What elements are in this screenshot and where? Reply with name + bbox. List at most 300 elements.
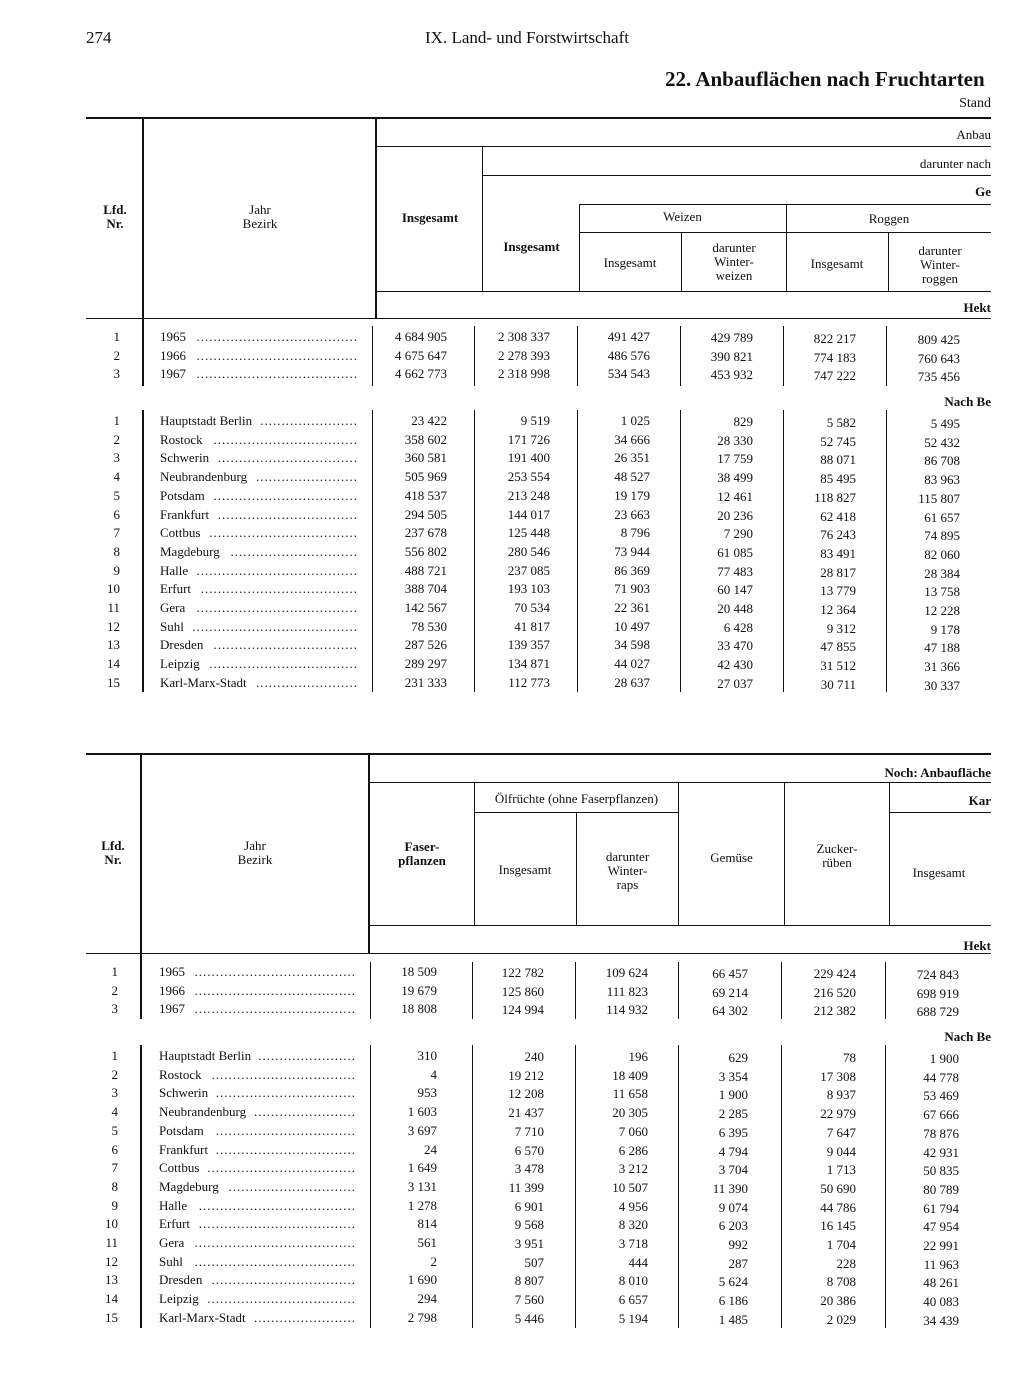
row-number: 1 — [113, 413, 120, 428]
table-cell: 453 932 — [710, 367, 753, 383]
leader-dots: ...................................... — [196, 600, 358, 615]
table-cell: 4 794 — [718, 1143, 748, 1159]
col-g-insgesamt-header: Insgesamt — [503, 239, 560, 254]
section-label: Nach Be — [944, 394, 991, 409]
row-number: 11 — [105, 1235, 118, 1250]
table-cell: 8 010 — [618, 1273, 648, 1289]
table-cell: 23 422 — [411, 413, 447, 428]
table-cell: 724 843 — [916, 967, 959, 982]
table-cell: 52 745 — [820, 433, 856, 449]
leader-dots: ...................................... — [194, 1001, 356, 1017]
row-district: Schwerin — [160, 450, 210, 466]
col-w-insgesamt-header: Insgesamt — [603, 255, 657, 270]
table-cell: 9 312 — [826, 620, 856, 636]
anbau-header: Anbau — [956, 127, 991, 142]
row-district: Cottbus — [159, 1160, 200, 1176]
table-cell: 28 384 — [924, 565, 960, 581]
row-district: Leipzig — [159, 1291, 199, 1307]
table-cell: 289 297 — [404, 656, 447, 672]
row-number: 6 — [111, 1141, 118, 1157]
table-cell: 2 285 — [718, 1106, 748, 1122]
row-district: Erfurt — [160, 581, 192, 597]
table-cell: 11 390 — [712, 1180, 748, 1196]
table-cell: 31 366 — [924, 659, 960, 675]
table-cell: 390 821 — [710, 348, 753, 364]
table-cell: 3 718 — [618, 1236, 648, 1251]
table-cell: 4 675 647 — [395, 347, 447, 363]
table-cell: 287 — [728, 1255, 748, 1271]
table-cell: 47 188 — [924, 640, 960, 656]
table-cell: 9 044 — [826, 1143, 856, 1159]
leader-dots: ................................. — [217, 506, 358, 522]
table-cell: 18 509 — [401, 964, 437, 979]
leader-dots: ................................. — [215, 1141, 356, 1157]
table-cell: 358 602 — [404, 431, 447, 447]
table-cell: 88 071 — [820, 452, 856, 468]
row-year: 1967 — [159, 1001, 185, 1017]
table-cell: 310 — [417, 1048, 437, 1063]
table-cell: 34 666 — [614, 431, 650, 447]
row-number: 2 — [111, 982, 118, 998]
table-cell: 992 — [728, 1237, 748, 1252]
leader-dots: .................................. — [213, 431, 358, 447]
table-cell: 280 546 — [507, 543, 550, 559]
table-cell: 3 951 — [514, 1236, 544, 1251]
table-cell: 78 — [843, 1050, 856, 1065]
leader-dots: ........................ — [254, 1309, 356, 1325]
leader-dots: .................................. — [213, 637, 358, 653]
row-number: 3 — [111, 1085, 118, 1101]
row-number: 12 — [105, 1253, 118, 1269]
table-cell: 287 526 — [404, 637, 447, 653]
table-cell: 3 131 — [407, 1178, 437, 1194]
table-cell: 60 147 — [717, 582, 753, 598]
table-cell: 213 248 — [507, 487, 550, 503]
table-cell: 44 778 — [923, 1069, 959, 1085]
table-cell: 80 789 — [923, 1181, 959, 1197]
row-number: 5 — [113, 487, 120, 503]
table-cell: 3 478 — [514, 1161, 544, 1177]
table-cell: 42 931 — [923, 1144, 959, 1160]
table-cell: 735 456 — [917, 369, 960, 385]
table-cell: 2 278 393 — [498, 347, 550, 363]
row-district: Rostock — [159, 1066, 202, 1082]
table-cell: 237 085 — [507, 562, 550, 578]
table-cell: 10 507 — [612, 1179, 648, 1195]
leader-dots: ....................................... — [192, 618, 358, 634]
row-number: 13 — [105, 1272, 118, 1288]
unit-label: Hekt — [963, 300, 991, 315]
table-cell: 196 — [628, 1049, 648, 1064]
table-cell: 12 228 — [924, 603, 960, 618]
row-number: 5 — [111, 1122, 118, 1138]
leader-dots: ...................................... — [196, 347, 358, 363]
table-cell: 1 025 — [620, 413, 650, 428]
table-cell: 7 647 — [826, 1124, 856, 1140]
table-cell: 62 418 — [820, 508, 856, 524]
table-cell: 1 278 — [407, 1197, 437, 1213]
leader-dots: ................................. — [215, 1085, 356, 1101]
leader-dots: ...................................... — [196, 562, 358, 578]
row-number: 1 — [111, 964, 118, 979]
row-district: Halle — [159, 1197, 188, 1213]
chapter-title: IX. Land- und Forstwirtschaft — [425, 28, 629, 47]
table-cell: 388 704 — [404, 581, 447, 597]
col-w-winter-header: darunter Winter- weizen — [712, 240, 756, 283]
col-r-insgesamt-header: Insgesamt — [810, 256, 864, 271]
leader-dots: ....................... — [260, 413, 358, 428]
table-cell: 237 678 — [404, 525, 447, 541]
row-number: 8 — [111, 1178, 118, 1194]
row-district: Hauptstadt Berlin — [159, 1048, 252, 1063]
table-cell: 28 637 — [614, 674, 650, 690]
table-cell: 1 603 — [407, 1104, 437, 1120]
col-r-winter-header: darunter Winter- roggen — [918, 243, 962, 286]
table-cell: 240 — [524, 1049, 544, 1064]
col-k-insgesamt-header: Insgesamt — [912, 865, 966, 880]
section-label-2: Nach Be — [944, 1029, 991, 1044]
table-cell: 2 029 — [826, 1311, 856, 1327]
table-cell: 83 491 — [820, 545, 856, 561]
col-faser-header: Faser- pflanzen — [398, 839, 446, 868]
table-cell: 83 963 — [924, 472, 960, 488]
table-cell: 125 448 — [507, 525, 550, 541]
table-cell: 86 708 — [924, 453, 960, 469]
row-district: Magdeburg — [159, 1178, 219, 1194]
table-cell: 814 — [417, 1216, 437, 1232]
table-cell: 74 895 — [924, 528, 960, 544]
table-cell: 7 290 — [723, 526, 753, 542]
leader-dots: .............................. — [230, 543, 358, 559]
table-cell: 86 369 — [614, 562, 650, 578]
table-cell: 28 330 — [717, 432, 753, 448]
table-cell: 9 519 — [520, 413, 550, 428]
table-cell: 82 060 — [924, 546, 960, 562]
col-oel-insgesamt-header: Insgesamt — [498, 862, 552, 877]
row-number: 12 — [107, 618, 120, 634]
table-cell: 109 624 — [605, 965, 648, 980]
row-number: 9 — [111, 1197, 118, 1213]
row-number: 10 — [107, 581, 120, 597]
table-cell: 760 643 — [917, 350, 960, 366]
leader-dots: ................................. — [215, 1122, 356, 1138]
table-cell: 44 786 — [820, 1199, 856, 1215]
darunter-nach-header: darunter nach — [919, 156, 991, 171]
table-cell: 556 802 — [404, 543, 447, 559]
table-cell: 66 457 — [712, 966, 748, 981]
row-number: 2 — [113, 431, 120, 447]
table-cell: 6 657 — [618, 1292, 648, 1308]
table-cell: 2 308 337 — [498, 329, 550, 344]
table-cell: 48 527 — [614, 469, 650, 485]
table-cell: 73 944 — [614, 543, 650, 559]
table-cell: 1 713 — [826, 1162, 856, 1178]
leader-dots: ................................. — [217, 450, 358, 466]
row-number: 6 — [113, 506, 120, 522]
row-number: 3 — [111, 1001, 118, 1017]
table-cell: 12 208 — [508, 1086, 544, 1102]
table-cell: 6 428 — [723, 619, 753, 635]
table-cell: 6 186 — [718, 1293, 748, 1309]
table-cell: 19 679 — [401, 982, 437, 998]
table-cell: 38 499 — [717, 470, 753, 486]
row-number: 1 — [113, 329, 120, 344]
table-title: 22. Anbauflächen nach Fruchtarten — [665, 67, 985, 91]
leader-dots: ................................... — [209, 525, 358, 541]
table-cell: 31 512 — [820, 658, 856, 674]
table-cell: 444 — [628, 1254, 648, 1270]
table-cell: 3 697 — [407, 1122, 437, 1138]
table-cell: 6 395 — [718, 1124, 748, 1140]
row-year: 1967 — [160, 366, 186, 382]
table-cell: 34 439 — [923, 1312, 959, 1328]
leader-dots: .................................. — [211, 1066, 356, 1082]
table-cell: 122 782 — [501, 965, 544, 980]
table-cell: 1 900 — [718, 1087, 748, 1103]
row-number: 11 — [107, 600, 120, 615]
table-cell: 22 991 — [923, 1238, 959, 1253]
table-cell: 228 — [836, 1255, 856, 1271]
table-cell: 124 994 — [501, 1002, 544, 1018]
table-cell: 8 708 — [826, 1274, 856, 1290]
row-district: Frankfurt — [160, 506, 210, 522]
row-year: 1965 — [159, 964, 185, 979]
table-cell: 10 497 — [614, 618, 650, 634]
page-number: 274 — [86, 28, 112, 47]
col-jahr-header-2: Jahr Bezirk — [237, 838, 273, 867]
table-cell: 253 554 — [507, 469, 550, 485]
table-cell: 69 214 — [712, 984, 748, 1000]
row-number: 15 — [107, 674, 120, 690]
table-cell: 47 855 — [820, 639, 856, 655]
row-number: 10 — [105, 1216, 118, 1232]
table-cell: 64 302 — [712, 1003, 748, 1019]
table-cell: 829 — [733, 414, 753, 429]
row-number: 8 — [113, 543, 120, 559]
leader-dots: ........................ — [256, 674, 358, 690]
table-cell: 809 425 — [917, 332, 960, 347]
table-cell: 418 537 — [404, 487, 447, 503]
table-cell: 24 — [424, 1141, 437, 1157]
row-district: Dresden — [159, 1272, 203, 1288]
table-cell: 1 649 — [407, 1160, 437, 1176]
table-cell: 488 721 — [404, 562, 447, 578]
row-district: Suhl — [159, 1253, 183, 1269]
table-cell: 294 — [417, 1291, 437, 1307]
table-cell: 33 470 — [717, 638, 753, 654]
row-number: 2 — [113, 347, 120, 363]
table-cell: 12 364 — [820, 602, 856, 617]
table-cell: 19 212 — [508, 1067, 544, 1083]
row-district: Rostock — [160, 431, 203, 447]
table-cell: 142 567 — [404, 600, 447, 615]
leader-dots: ..................................... — [198, 1197, 356, 1213]
leader-dots: ....................... — [258, 1048, 356, 1063]
table-cell: 774 183 — [813, 349, 856, 365]
table-cell: 12 461 — [717, 488, 753, 504]
table-cell: 53 469 — [923, 1088, 959, 1104]
table-cell: 13 779 — [820, 583, 856, 599]
noch-header: Noch: Anbaufläche — [884, 765, 991, 780]
table-cell: 1 485 — [718, 1311, 748, 1327]
col-zucker-header: Zucker- rüben — [816, 841, 858, 870]
leader-dots: ...................................... — [194, 1253, 356, 1269]
leader-dots: ................................... — [207, 1160, 356, 1176]
table-cell: 534 543 — [607, 366, 650, 382]
table-cell: 11 963 — [923, 1256, 959, 1272]
table-cell: 5 495 — [930, 416, 960, 431]
col-lfd-header-2: Lfd. Nr. — [101, 838, 125, 867]
table-cell: 20 448 — [717, 601, 753, 616]
table-cell: 77 483 — [717, 563, 753, 579]
row-district: Magdeburg — [160, 543, 220, 559]
row-number: 14 — [105, 1291, 118, 1307]
table-cell: 40 083 — [923, 1294, 959, 1310]
table-cell: 11 399 — [508, 1179, 544, 1195]
table-cell: 13 758 — [924, 584, 960, 600]
table-subtitle: Stand — [959, 96, 991, 111]
row-district: Dresden — [160, 637, 204, 653]
table-cell: 360 581 — [404, 450, 447, 466]
table-cell: 7 060 — [618, 1123, 648, 1139]
table-cell: 6 203 — [718, 1218, 748, 1234]
row-district: Gera — [159, 1235, 185, 1250]
table-cell: 61 657 — [924, 509, 960, 525]
leader-dots: ........................ — [256, 469, 358, 485]
table-cell: 22 361 — [614, 600, 650, 615]
table-cell: 20 386 — [820, 1293, 856, 1309]
table-cell: 5 624 — [718, 1274, 748, 1290]
row-number: 9 — [113, 562, 120, 578]
table-cell: 67 666 — [923, 1107, 959, 1123]
ge-header: Ge — [975, 184, 991, 199]
kar-header: Kar — [968, 793, 991, 808]
table-cell: 561 — [417, 1235, 437, 1250]
table-cell: 118 827 — [814, 489, 856, 505]
table-cell: 28 817 — [820, 564, 856, 580]
table-cell: 212 382 — [813, 1003, 856, 1019]
table-cell: 6 901 — [514, 1198, 544, 1214]
table-cell: 18 409 — [612, 1067, 648, 1083]
col-lfd-header: Lfd. Nr. — [103, 202, 127, 231]
table-cell: 19 179 — [614, 487, 650, 503]
table-cell: 76 243 — [820, 527, 856, 543]
col-insgesamt-header: Insgesamt — [401, 210, 459, 225]
table-cell: 23 663 — [614, 506, 650, 522]
table-cell: 2 798 — [407, 1309, 437, 1325]
row-year: 1966 — [160, 347, 186, 363]
unit-label-2: Hekt — [963, 938, 991, 953]
table-cell: 27 037 — [717, 675, 753, 691]
table-cell: 171 726 — [507, 431, 550, 447]
leader-dots: ...................................... — [194, 982, 356, 998]
table-cell: 111 823 — [606, 983, 648, 999]
table-cell: 11 658 — [612, 1086, 648, 1102]
table-cell: 115 807 — [918, 490, 960, 506]
table-cell: 4 — [430, 1066, 437, 1082]
table-cell: 42 430 — [717, 657, 753, 673]
table-cell: 193 103 — [507, 581, 550, 597]
row-district: Neubrandenburg — [159, 1104, 247, 1120]
row-district: Karl-Marx-Stadt — [159, 1309, 246, 1325]
table-cell: 7 710 — [514, 1123, 544, 1139]
leader-dots: ........................ — [254, 1104, 356, 1120]
table-cell: 78 530 — [411, 618, 447, 634]
row-number: 4 — [111, 1104, 118, 1120]
table-cell: 50 835 — [923, 1163, 959, 1179]
leader-dots: ................................... — [209, 656, 358, 672]
table-cell: 139 357 — [507, 637, 550, 653]
row-district: Schwerin — [159, 1085, 209, 1101]
row-district: Gera — [160, 600, 186, 615]
table-cell: 5 194 — [618, 1310, 648, 1326]
row-district: Leipzig — [160, 656, 200, 672]
col-jahr-header: Jahr Bezirk — [242, 202, 278, 231]
table-cell: 9 178 — [930, 621, 960, 637]
row-year: 1966 — [159, 982, 185, 998]
row-number: 7 — [113, 525, 120, 541]
row-district: Potsdam — [160, 487, 205, 503]
row-district: Halle — [160, 562, 189, 578]
table-cell: 505 969 — [404, 469, 447, 485]
table-cell: 44 027 — [614, 656, 650, 672]
row-number: 15 — [105, 1309, 118, 1325]
leader-dots: ...................................... — [196, 329, 358, 344]
table-cell: 229 424 — [813, 966, 856, 981]
table-cell: 3 354 — [718, 1068, 748, 1084]
table-cell: 216 520 — [813, 984, 856, 1000]
table-cell: 78 876 — [923, 1125, 959, 1141]
row-district: Erfurt — [159, 1216, 191, 1232]
leader-dots: ..................................... — [198, 1216, 356, 1232]
row-district: Suhl — [160, 618, 184, 634]
row-number: 13 — [107, 637, 120, 653]
table-cell: 1 690 — [407, 1272, 437, 1288]
table-cell: 112 773 — [508, 674, 550, 690]
table-cell: 747 222 — [813, 368, 856, 384]
row-number: 7 — [111, 1160, 118, 1176]
table-cell: 5 446 — [514, 1310, 544, 1326]
table-cell: 8 796 — [620, 525, 650, 541]
leader-dots: ...................................... — [194, 964, 356, 979]
row-district: Potsdam — [159, 1122, 204, 1138]
row-district: Frankfurt — [159, 1141, 209, 1157]
table-cell: 1 900 — [929, 1051, 959, 1066]
table-cell: 491 427 — [607, 329, 650, 344]
roggen-header: Roggen — [868, 211, 910, 226]
table-cell: 4 956 — [618, 1198, 648, 1214]
table-cell: 17 759 — [717, 451, 753, 467]
table-cell: 2 318 998 — [498, 366, 550, 382]
row-district: Hauptstadt Berlin — [160, 413, 253, 428]
table-cell: 4 662 773 — [395, 366, 447, 382]
row-number: 14 — [107, 656, 120, 672]
table-cell: 507 — [524, 1254, 544, 1270]
table-cell: 1 704 — [826, 1237, 856, 1252]
row-number: 1 — [111, 1048, 118, 1063]
row-year: 1965 — [160, 329, 186, 344]
table-cell: 21 437 — [508, 1105, 544, 1121]
row-district: Cottbus — [160, 525, 201, 541]
table-cell: 125 860 — [501, 983, 544, 999]
table-cell: 429 789 — [710, 330, 753, 345]
row-district: Neubrandenburg — [160, 469, 248, 485]
leader-dots: .................................. — [213, 487, 358, 503]
table-cell: 822 217 — [813, 331, 856, 346]
table-cell: 191 400 — [507, 450, 550, 466]
table-cell: 2 — [430, 1253, 437, 1269]
table-cell: 8 320 — [618, 1217, 648, 1233]
